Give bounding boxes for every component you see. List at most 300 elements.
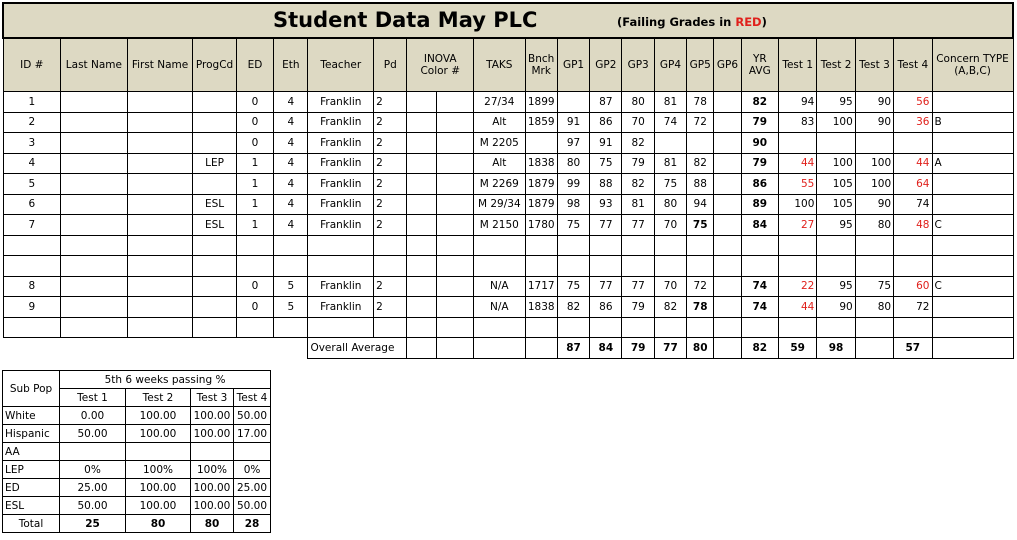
id-cell: 6: [3, 194, 61, 215]
blank-cell: [236, 256, 273, 277]
header-inova: INOVA Color #: [407, 38, 474, 92]
header-taks: TAKS: [474, 38, 526, 92]
subpop-value-cell: 0%: [60, 461, 126, 479]
inova-number-cell: [436, 194, 473, 215]
gp1-cell: [557, 92, 589, 113]
test-3-cell: 100: [855, 174, 893, 195]
teacher-cell: Franklin: [308, 92, 374, 113]
last-name-cell: [61, 133, 128, 154]
subpop-name-cell: ED: [3, 479, 60, 497]
test-4-cell: 74: [894, 194, 932, 215]
taks-cell: Alt: [474, 153, 526, 174]
gp6-cell: [714, 215, 741, 236]
header-bnch-mrk: Bnch Mrk: [525, 38, 557, 92]
student-row: [3, 297, 1013, 318]
student-row: [3, 92, 1013, 113]
blank-cell: [741, 235, 778, 256]
id-cell: 1: [3, 92, 61, 113]
ed-cell: 0: [236, 112, 273, 133]
test-4-cell: 60: [894, 276, 932, 297]
subpop-test-3-header: Test 3: [191, 389, 234, 407]
yr-avg-cell: 84: [741, 215, 778, 236]
subpop-value-cell: [60, 443, 126, 461]
eth-cell: 5: [274, 276, 308, 297]
overall-gp2: 84: [590, 338, 622, 359]
test-2-cell: 95: [817, 215, 855, 236]
teacher-cell: Franklin: [308, 153, 374, 174]
blank-cell: [3, 256, 61, 277]
student-row: [3, 194, 1013, 215]
subpop-test-2-header: Test 2: [126, 389, 191, 407]
test-2-cell: 100: [817, 153, 855, 174]
concern-cell: A: [932, 153, 1013, 174]
subpop-value-cell: [191, 443, 234, 461]
gp6-cell: [714, 194, 741, 215]
test-4-cell: 72: [894, 297, 932, 318]
gp2-cell: 87: [590, 92, 622, 113]
prog-cd-cell: ESL: [193, 215, 236, 236]
header-gp3: GP3: [622, 38, 654, 92]
concern-cell: [932, 133, 1013, 154]
pd-cell: 2: [374, 297, 407, 318]
last-name-cell: [61, 92, 128, 113]
subpop-value-cell: 50.00: [60, 497, 126, 515]
prog-cd-cell: [193, 297, 236, 318]
gp1-cell: 75: [557, 276, 589, 297]
gp4-cell: 74: [654, 112, 686, 133]
blank-cell: [557, 235, 589, 256]
subpop-value-cell: 50.00: [60, 425, 126, 443]
student-row: [3, 133, 1013, 154]
prog-cd-cell: [193, 112, 236, 133]
blank-cell: [590, 256, 622, 277]
ed-cell: 0: [236, 133, 273, 154]
blank-cell: [3, 317, 61, 338]
blank-cell: [61, 317, 128, 338]
test-4-cell: [894, 133, 932, 154]
subpop-value-cell: 100%: [126, 461, 191, 479]
yr-avg-cell: 89: [741, 194, 778, 215]
test-3-cell: 90: [855, 112, 893, 133]
header-gp1: GP1: [557, 38, 589, 92]
eth-cell: 4: [274, 153, 308, 174]
gp3-cell: 77: [622, 276, 654, 297]
gp2-cell: 86: [590, 297, 622, 318]
first-name-cell: [127, 297, 193, 318]
blank-cell: [714, 317, 741, 338]
blank-cell: [687, 317, 714, 338]
subpop-value-cell: 100.00: [126, 407, 191, 425]
inova-color-cell: [407, 297, 436, 318]
header-yr-avg: YR AVG: [741, 38, 778, 92]
blank-cell: [474, 235, 526, 256]
blank-cell: [3, 235, 61, 256]
blank-cell: [894, 235, 932, 256]
subpop-test-1-header: Test 1: [60, 389, 126, 407]
test-2-cell: 95: [817, 92, 855, 113]
subpop-name-cell: Total: [3, 515, 60, 533]
pd-cell: 2: [374, 92, 407, 113]
blank-cell: [127, 235, 193, 256]
blank-cell: [590, 317, 622, 338]
gp4-cell: 80: [654, 194, 686, 215]
gp5-cell: 75: [687, 215, 714, 236]
teacher-cell: Franklin: [308, 112, 374, 133]
header-teacher: Teacher: [308, 38, 374, 92]
subpop-value-cell: 100.00: [126, 497, 191, 515]
concern-cell: B: [932, 112, 1013, 133]
teacher-cell: Franklin: [308, 194, 374, 215]
student-row: [3, 174, 1013, 195]
gp5-cell: 94: [687, 194, 714, 215]
gp1-cell: 80: [557, 153, 589, 174]
empty-cell: [236, 338, 273, 359]
blank-cell: [308, 317, 374, 338]
concern-cell: C: [932, 215, 1013, 236]
gp5-cell: 78: [687, 297, 714, 318]
bnch-mrk-cell: 1879: [525, 194, 557, 215]
blank-cell: [127, 256, 193, 277]
gp2-cell: 88: [590, 174, 622, 195]
empty-cell: [61, 338, 128, 359]
overall-gp4: 77: [654, 338, 686, 359]
empty-cell: [127, 338, 193, 359]
header-test-2: Test 2: [817, 38, 855, 92]
inova-number-cell: [436, 92, 473, 113]
id-cell: 5: [3, 174, 61, 195]
subpop-value-cell: 100.00: [126, 479, 191, 497]
subpop-value-cell: 80: [191, 515, 234, 533]
subpop-value-cell: 100.00: [191, 425, 234, 443]
header-gp2: GP2: [590, 38, 622, 92]
yr-avg-cell: 86: [741, 174, 778, 195]
first-name-cell: [127, 174, 193, 195]
blank-cell: [127, 317, 193, 338]
gp4-cell: 81: [654, 92, 686, 113]
teacher-cell: Franklin: [308, 276, 374, 297]
overall-average-label: Overall Average: [308, 338, 407, 359]
page-title: Student Data May PLC: [273, 8, 538, 32]
subpop-value-cell: 25: [60, 515, 126, 533]
overall-gp1: 87: [557, 338, 589, 359]
student-row: [3, 276, 1013, 297]
ed-cell: 0: [236, 297, 273, 318]
subpop-value-cell: [234, 443, 271, 461]
blank-cell: [714, 256, 741, 277]
blank-cell: [855, 235, 893, 256]
inova-number-cell: [436, 215, 473, 236]
blank-cell: [779, 317, 817, 338]
test-1-cell: 22: [779, 276, 817, 297]
blank-cell: [525, 317, 557, 338]
test-3-cell: 90: [855, 92, 893, 113]
blank-cell: [779, 235, 817, 256]
ed-cell: 1: [236, 174, 273, 195]
ed-cell: 0: [236, 276, 273, 297]
gp1-cell: 97: [557, 133, 589, 154]
blank-cell: [236, 317, 273, 338]
inova-color-cell: [407, 133, 436, 154]
blank-cell: [407, 235, 436, 256]
inova-color-cell: [407, 112, 436, 133]
concern-cell: [932, 92, 1013, 113]
gp6-cell: [714, 276, 741, 297]
gp4-cell: 81: [654, 153, 686, 174]
first-name-cell: [127, 215, 193, 236]
yr-avg-cell: 74: [741, 276, 778, 297]
blank-cell: [894, 317, 932, 338]
test-4-cell: 48: [894, 215, 932, 236]
yr-avg-cell: 82: [741, 92, 778, 113]
blank-cell: [654, 256, 686, 277]
id-cell: 8: [3, 276, 61, 297]
test-1-cell: 94: [779, 92, 817, 113]
gp6-cell: [714, 112, 741, 133]
gp3-cell: 79: [622, 297, 654, 318]
gp3-cell: 80: [622, 92, 654, 113]
gp1-cell: 82: [557, 297, 589, 318]
blank-cell: [622, 235, 654, 256]
gp3-cell: 81: [622, 194, 654, 215]
bnch-mrk-cell: 1717: [525, 276, 557, 297]
teacher-cell: Franklin: [308, 133, 374, 154]
student-row: [3, 153, 1013, 174]
blank-cell: [817, 317, 855, 338]
first-name-cell: [127, 276, 193, 297]
gp6-cell: [714, 153, 741, 174]
first-name-cell: [127, 153, 193, 174]
student-row: [3, 215, 1013, 236]
gp2-cell: 86: [590, 112, 622, 133]
test-1-cell: 100: [779, 194, 817, 215]
ed-cell: 1: [236, 194, 273, 215]
blank-cell: [855, 256, 893, 277]
subpop-value-cell: 28: [234, 515, 271, 533]
blank-cell: [932, 317, 1013, 338]
test-3-cell: 75: [855, 276, 893, 297]
subpop-name-cell: White: [3, 407, 60, 425]
eth-cell: 4: [274, 174, 308, 195]
taks-cell: N/A: [474, 297, 526, 318]
last-name-cell: [61, 112, 128, 133]
taks-cell: M 29/34: [474, 194, 526, 215]
blank-cell: [932, 256, 1013, 277]
last-name-cell: [61, 297, 128, 318]
empty-cell: [474, 338, 526, 359]
yr-avg-cell: 79: [741, 112, 778, 133]
prog-cd-cell: LEP: [193, 153, 236, 174]
blank-cell: [894, 256, 932, 277]
taks-cell: Alt: [474, 112, 526, 133]
concern-cell: [932, 194, 1013, 215]
test-3-cell: [855, 133, 893, 154]
test-3-cell: 80: [855, 297, 893, 318]
bnch-mrk-cell: 1879: [525, 174, 557, 195]
concern-cell: [932, 297, 1013, 318]
gp2-cell: 77: [590, 215, 622, 236]
blank-cell: [817, 256, 855, 277]
test-1-cell: 44: [779, 153, 817, 174]
gp4-cell: [654, 133, 686, 154]
gp6-cell: [714, 297, 741, 318]
subpop-value-cell: 25.00: [60, 479, 126, 497]
subpop-row: [3, 425, 271, 443]
yr-avg-cell: 90: [741, 133, 778, 154]
subpop-value-cell: 17.00: [234, 425, 271, 443]
blank-cell: [193, 235, 236, 256]
test-1-cell: 55: [779, 174, 817, 195]
overall-gp6: [714, 338, 741, 359]
header-test-4: Test 4: [894, 38, 932, 92]
test-1-cell: 44: [779, 297, 817, 318]
test-2-cell: [817, 133, 855, 154]
blank-cell: [654, 317, 686, 338]
blank-cell: [374, 317, 407, 338]
header-concern-type: Concern TYPE (A,B,C): [932, 38, 1013, 92]
last-name-cell: [61, 194, 128, 215]
gp6-cell: [714, 133, 741, 154]
student-data-table: [2, 2, 1014, 359]
empty-cell: [436, 338, 473, 359]
student-row: [3, 112, 1013, 133]
test-1-cell: 83: [779, 112, 817, 133]
inova-number-cell: [436, 276, 473, 297]
blank-cell: [374, 256, 407, 277]
blank-cell: [590, 235, 622, 256]
eth-cell: 4: [274, 112, 308, 133]
empty-cell: [193, 338, 236, 359]
overall-yr-avg: 82: [741, 338, 778, 359]
blank-cell: [741, 317, 778, 338]
gp1-cell: 99: [557, 174, 589, 195]
subpop-row: [3, 443, 271, 461]
header-id: ID #: [3, 38, 61, 92]
eth-cell: 5: [274, 297, 308, 318]
blank-row: [3, 317, 1013, 338]
overall-test-3: [855, 338, 893, 359]
header-gp4: GP4: [654, 38, 686, 92]
bnch-mrk-cell: [525, 133, 557, 154]
header-eth: Eth: [274, 38, 308, 92]
eth-cell: 4: [274, 92, 308, 113]
blank-cell: [274, 317, 308, 338]
test-4-cell: 44: [894, 153, 932, 174]
gp4-cell: 70: [654, 276, 686, 297]
last-name-cell: [61, 174, 128, 195]
inova-color-cell: [407, 276, 436, 297]
blank-cell: [474, 256, 526, 277]
yr-avg-cell: 79: [741, 153, 778, 174]
pd-cell: 2: [374, 215, 407, 236]
title-banner: [3, 3, 1013, 38]
overall-test-4: 57: [894, 338, 932, 359]
test-2-cell: 105: [817, 174, 855, 195]
subpop-value-cell: 100.00: [126, 425, 191, 443]
gp3-cell: 82: [622, 174, 654, 195]
blank-cell: [193, 317, 236, 338]
inova-color-cell: [407, 92, 436, 113]
gp2-cell: 91: [590, 133, 622, 154]
subpop-value-cell: 100.00: [191, 407, 234, 425]
blank-cell: [932, 235, 1013, 256]
bnch-mrk-cell: 1899: [525, 92, 557, 113]
blank-cell: [855, 317, 893, 338]
pd-cell: 2: [374, 276, 407, 297]
ed-cell: 1: [236, 215, 273, 236]
prog-cd-cell: [193, 276, 236, 297]
overall-gp5: 80: [687, 338, 714, 359]
gp2-cell: 75: [590, 153, 622, 174]
test-2-cell: 100: [817, 112, 855, 133]
pd-cell: 2: [374, 133, 407, 154]
blank-cell: [193, 256, 236, 277]
taks-cell: M 2205: [474, 133, 526, 154]
blank-row: [3, 256, 1013, 277]
id-cell: 2: [3, 112, 61, 133]
header-first-name: First Name: [127, 38, 193, 92]
prog-cd-cell: [193, 133, 236, 154]
inova-color-cell: [407, 194, 436, 215]
inova-number-cell: [436, 133, 473, 154]
blank-cell: [436, 256, 473, 277]
prog-cd-cell: ESL: [193, 194, 236, 215]
gp6-cell: [714, 92, 741, 113]
subpop-value-cell: 100%: [191, 461, 234, 479]
blank-cell: [308, 235, 374, 256]
bnch-mrk-cell: 1859: [525, 112, 557, 133]
subpop-value-cell: 50.00: [234, 407, 271, 425]
test-2-cell: 95: [817, 276, 855, 297]
overall-test-2: 98: [817, 338, 855, 359]
subpop-name-cell: Hispanic: [3, 425, 60, 443]
subpop-value-cell: 50.00: [234, 497, 271, 515]
empty-cell: [525, 338, 557, 359]
subpop-header: 5th 6 weeks passing %: [60, 371, 271, 389]
header-pd: Pd: [374, 38, 407, 92]
blank-cell: [274, 235, 308, 256]
pd-cell: 2: [374, 112, 407, 133]
inova-color-cell: [407, 174, 436, 195]
subpop-row: [3, 515, 271, 533]
id-cell: 9: [3, 297, 61, 318]
gp2-cell: 77: [590, 276, 622, 297]
gp5-cell: [687, 133, 714, 154]
header-test-3: Test 3: [855, 38, 893, 92]
test-1-cell: 27: [779, 215, 817, 236]
blank-cell: [557, 317, 589, 338]
pd-cell: 2: [374, 194, 407, 215]
empty-cell: [3, 338, 61, 359]
blank-cell: [654, 235, 686, 256]
yr-avg-cell: 74: [741, 297, 778, 318]
eth-cell: 4: [274, 133, 308, 154]
subpop-row: [3, 407, 271, 425]
inova-color-cell: [407, 153, 436, 174]
subpop-value-cell: 0%: [234, 461, 271, 479]
concern-cell: [932, 174, 1013, 195]
blank-cell: [817, 235, 855, 256]
eth-cell: 4: [274, 194, 308, 215]
blank-row: [3, 235, 1013, 256]
first-name-cell: [127, 133, 193, 154]
test-2-cell: 105: [817, 194, 855, 215]
gp1-cell: 91: [557, 112, 589, 133]
gp5-cell: 82: [687, 153, 714, 174]
gp5-cell: 72: [687, 112, 714, 133]
gp4-cell: 82: [654, 297, 686, 318]
prog-cd-cell: [193, 174, 236, 195]
overall-gp3: 79: [622, 338, 654, 359]
